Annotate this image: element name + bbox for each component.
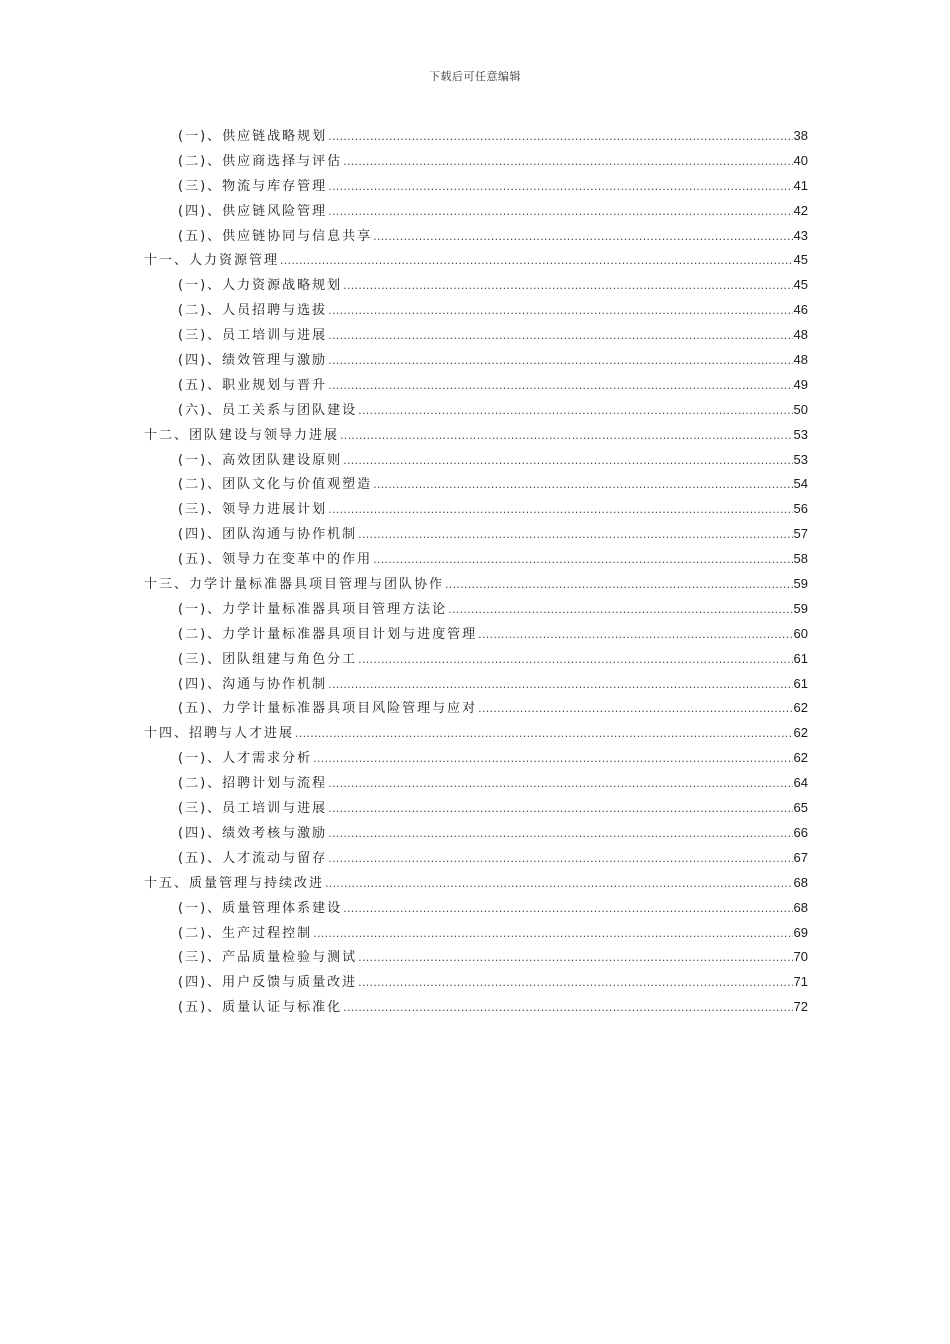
toc-dot-leader xyxy=(328,349,792,374)
toc-dot-leader xyxy=(295,722,793,747)
toc-dot-leader xyxy=(358,399,792,424)
toc-dot-leader xyxy=(358,971,792,996)
toc-entry-title: (四)、绩效考核与激励 xyxy=(178,825,328,841)
toc-dot-leader xyxy=(448,598,792,623)
toc-chapter-entry[interactable] xyxy=(144,871,808,896)
toc-entry-title: (三)、领导力进展计划 xyxy=(178,502,328,518)
toc-section-entry[interactable] xyxy=(144,921,808,946)
toc-dot-leader xyxy=(343,274,792,299)
toc-dot-leader xyxy=(343,449,792,474)
toc-entry-title: (二)、团队文化与价值观塑造 xyxy=(178,477,373,493)
toc-page-number: 54 xyxy=(793,476,808,492)
toc-section-entry[interactable] xyxy=(144,149,808,174)
toc-section-entry[interactable] xyxy=(144,522,808,547)
toc-dot-leader xyxy=(328,324,792,349)
toc-section-entry[interactable] xyxy=(144,547,808,572)
toc-chapter-entry[interactable] xyxy=(144,721,808,746)
toc-dot-leader xyxy=(373,548,792,573)
toc-section-entry[interactable] xyxy=(144,622,808,647)
toc-section-entry[interactable] xyxy=(144,945,808,970)
toc-section-entry[interactable] xyxy=(144,746,808,771)
toc-page-number: 58 xyxy=(793,551,808,567)
toc-dot-leader xyxy=(328,374,792,399)
toc-dot-leader xyxy=(373,225,792,250)
toc-page-number: 53 xyxy=(793,426,808,442)
toc-section-entry[interactable] xyxy=(144,696,808,721)
toc-dot-leader xyxy=(478,697,792,722)
toc-section-entry[interactable] xyxy=(144,672,808,697)
toc-section-entry[interactable] xyxy=(144,298,808,323)
toc-dot-leader xyxy=(358,523,792,548)
toc-entry-title: (五)、供应链协同与信息共享 xyxy=(178,228,373,244)
toc-entry-title: (二)、生产过程控制 xyxy=(178,925,313,941)
toc-page-number: 41 xyxy=(793,177,808,193)
toc-entry-title: (四)、团队沟通与协作机制 xyxy=(178,527,358,543)
toc-page-number: 57 xyxy=(793,526,808,542)
toc-page-number: 45 xyxy=(793,277,808,293)
toc-page-number: 65 xyxy=(793,800,808,816)
toc-entry-title: (四)、沟通与协作机制 xyxy=(178,676,328,692)
toc-dot-leader xyxy=(358,648,792,673)
toc-entry-title: (四)、绩效管理与激励 xyxy=(178,353,328,369)
toc-page-number: 67 xyxy=(793,849,808,865)
toc-dot-leader xyxy=(328,822,792,847)
toc-entry-title: (二)、人员招聘与选拔 xyxy=(178,303,328,319)
toc-section-entry[interactable] xyxy=(144,896,808,921)
toc-page-number: 50 xyxy=(793,401,808,417)
toc-dot-leader xyxy=(328,847,792,872)
toc-page-number: 62 xyxy=(793,700,808,716)
toc-page-number: 61 xyxy=(793,675,808,691)
toc-entry-title: (三)、员工培训与进展 xyxy=(178,801,328,817)
toc-section-entry[interactable] xyxy=(144,373,808,398)
toc-dot-leader xyxy=(328,200,792,225)
toc-page-number: 38 xyxy=(793,128,808,143)
toc-page-number: 45 xyxy=(793,252,808,268)
toc-page-number: 71 xyxy=(793,974,808,990)
page-header: 下载后可任意编辑 xyxy=(429,70,521,83)
toc-entry-title: (三)、员工培训与进展 xyxy=(178,328,328,344)
table-of-contents xyxy=(144,124,808,1020)
toc-entry-title: 十五、质量管理与持续改进 xyxy=(144,875,325,891)
toc-entry-title: (五)、质量认证与标准化 xyxy=(178,1000,343,1016)
toc-dot-leader xyxy=(313,747,792,772)
toc-entry-title: (一)、力学计量标准器具项目管理方法论 xyxy=(178,601,448,617)
toc-chapter-entry[interactable] xyxy=(144,423,808,448)
toc-dot-leader xyxy=(328,175,792,200)
toc-page-number: 61 xyxy=(793,650,808,666)
toc-chapter-entry[interactable] xyxy=(144,248,808,273)
toc-entry-title: (四)、供应链风险管理 xyxy=(178,203,328,219)
toc-entry-title: (四)、用户反馈与质量改进 xyxy=(178,975,358,991)
toc-page-number: 59 xyxy=(793,600,808,616)
toc-entry-title: (二)、招聘计划与流程 xyxy=(178,776,328,792)
toc-dot-leader xyxy=(373,473,792,498)
toc-dot-leader xyxy=(343,150,792,175)
toc-section-entry[interactable] xyxy=(144,597,808,622)
toc-section-entry[interactable] xyxy=(144,970,808,995)
toc-page-number: 49 xyxy=(793,376,808,392)
toc-page-number: 59 xyxy=(793,576,808,592)
toc-section-entry[interactable] xyxy=(144,348,808,373)
toc-section-entry[interactable] xyxy=(144,124,808,149)
toc-page-number: 68 xyxy=(793,874,808,890)
toc-page-number: 42 xyxy=(793,202,808,218)
toc-entry-title: (五)、人才流动与留存 xyxy=(178,850,328,866)
toc-section-entry[interactable] xyxy=(144,273,808,298)
toc-page-number: 68 xyxy=(793,899,808,915)
toc-page-number: 69 xyxy=(793,924,808,940)
toc-entry-title: 十二、团队建设与领导力进展 xyxy=(144,427,340,443)
toc-page-number: 56 xyxy=(793,501,808,517)
toc-entry-title: (五)、力学计量标准器具项目风险管理与应对 xyxy=(178,701,478,717)
toc-dot-leader xyxy=(358,946,792,971)
toc-section-entry[interactable] xyxy=(144,224,808,249)
toc-page-number: 66 xyxy=(793,824,808,840)
toc-dot-leader xyxy=(280,249,793,274)
toc-dot-leader xyxy=(343,897,792,922)
toc-page-number: 46 xyxy=(793,302,808,318)
toc-page-number: 43 xyxy=(793,227,808,243)
toc-page-number: 70 xyxy=(793,949,808,965)
toc-dot-leader xyxy=(328,125,792,150)
toc-dot-leader xyxy=(325,872,793,897)
toc-section-entry[interactable] xyxy=(144,174,808,199)
toc-entry-title: (一)、供应链战略规划 xyxy=(178,129,328,144)
toc-section-entry[interactable] xyxy=(144,472,808,497)
toc-entry-title: (五)、领导力在变革中的作用 xyxy=(178,552,373,568)
toc-entry-title: (二)、供应商选择与评估 xyxy=(178,153,343,169)
toc-entry-title: 十一、人力资源管理 xyxy=(144,253,280,269)
toc-entry-title: (一)、人力资源战略规划 xyxy=(178,278,343,294)
toc-section-entry[interactable] xyxy=(144,323,808,348)
toc-entry-title: 十四、招聘与人才进展 xyxy=(144,726,295,742)
toc-section-entry[interactable] xyxy=(144,846,808,871)
toc-entry-title: (一)、高效团队建设原则 xyxy=(178,452,343,468)
toc-entry-title: (三)、团队组建与角色分工 xyxy=(178,651,358,667)
toc-entry-title: (三)、物流与库存管理 xyxy=(178,178,328,194)
toc-section-entry[interactable] xyxy=(144,497,808,522)
toc-dot-leader xyxy=(328,673,792,698)
toc-dot-leader xyxy=(328,299,792,324)
toc-dot-leader xyxy=(340,424,793,449)
toc-page-number: 72 xyxy=(793,999,808,1015)
toc-entry-title: 十三、力学计量标准器具项目管理与团队协作 xyxy=(144,577,445,593)
toc-page-number: 62 xyxy=(793,725,808,741)
toc-page-number: 40 xyxy=(793,152,808,168)
toc-dot-leader xyxy=(328,772,792,797)
toc-dot-leader xyxy=(328,797,792,822)
toc-section-entry[interactable] xyxy=(144,995,808,1020)
toc-dot-leader xyxy=(343,996,792,1021)
toc-dot-leader xyxy=(478,623,792,648)
toc-section-entry[interactable] xyxy=(144,647,808,672)
toc-entry-title: (六)、员工关系与团队建设 xyxy=(178,402,358,418)
toc-section-entry[interactable] xyxy=(144,398,808,423)
toc-entry-title: (二)、力学计量标准器具项目计划与进度管理 xyxy=(178,626,478,642)
toc-section-entry[interactable] xyxy=(144,199,808,224)
toc-page-number: 62 xyxy=(793,750,808,766)
toc-dot-leader xyxy=(328,498,792,523)
toc-entry-title: (一)、质量管理体系建设 xyxy=(178,900,343,916)
toc-page-number: 64 xyxy=(793,775,808,791)
toc-chapter-entry[interactable] xyxy=(144,572,808,597)
toc-section-entry[interactable] xyxy=(144,771,808,796)
toc-entry-title: (一)、人才需求分析 xyxy=(178,751,313,767)
toc-dot-leader xyxy=(445,573,793,598)
toc-section-entry[interactable] xyxy=(144,821,808,846)
toc-section-entry[interactable] xyxy=(144,796,808,821)
toc-dot-leader xyxy=(313,922,792,947)
toc-page-number: 60 xyxy=(793,625,808,641)
toc-entry-title: (五)、职业规划与晋升 xyxy=(178,377,328,393)
toc-page-number: 48 xyxy=(793,352,808,368)
toc-page-number: 48 xyxy=(793,327,808,343)
toc-entry-title: (三)、产品质量检验与测试 xyxy=(178,950,358,966)
toc-section-entry[interactable] xyxy=(144,448,808,473)
toc-page-number: 53 xyxy=(793,451,808,467)
